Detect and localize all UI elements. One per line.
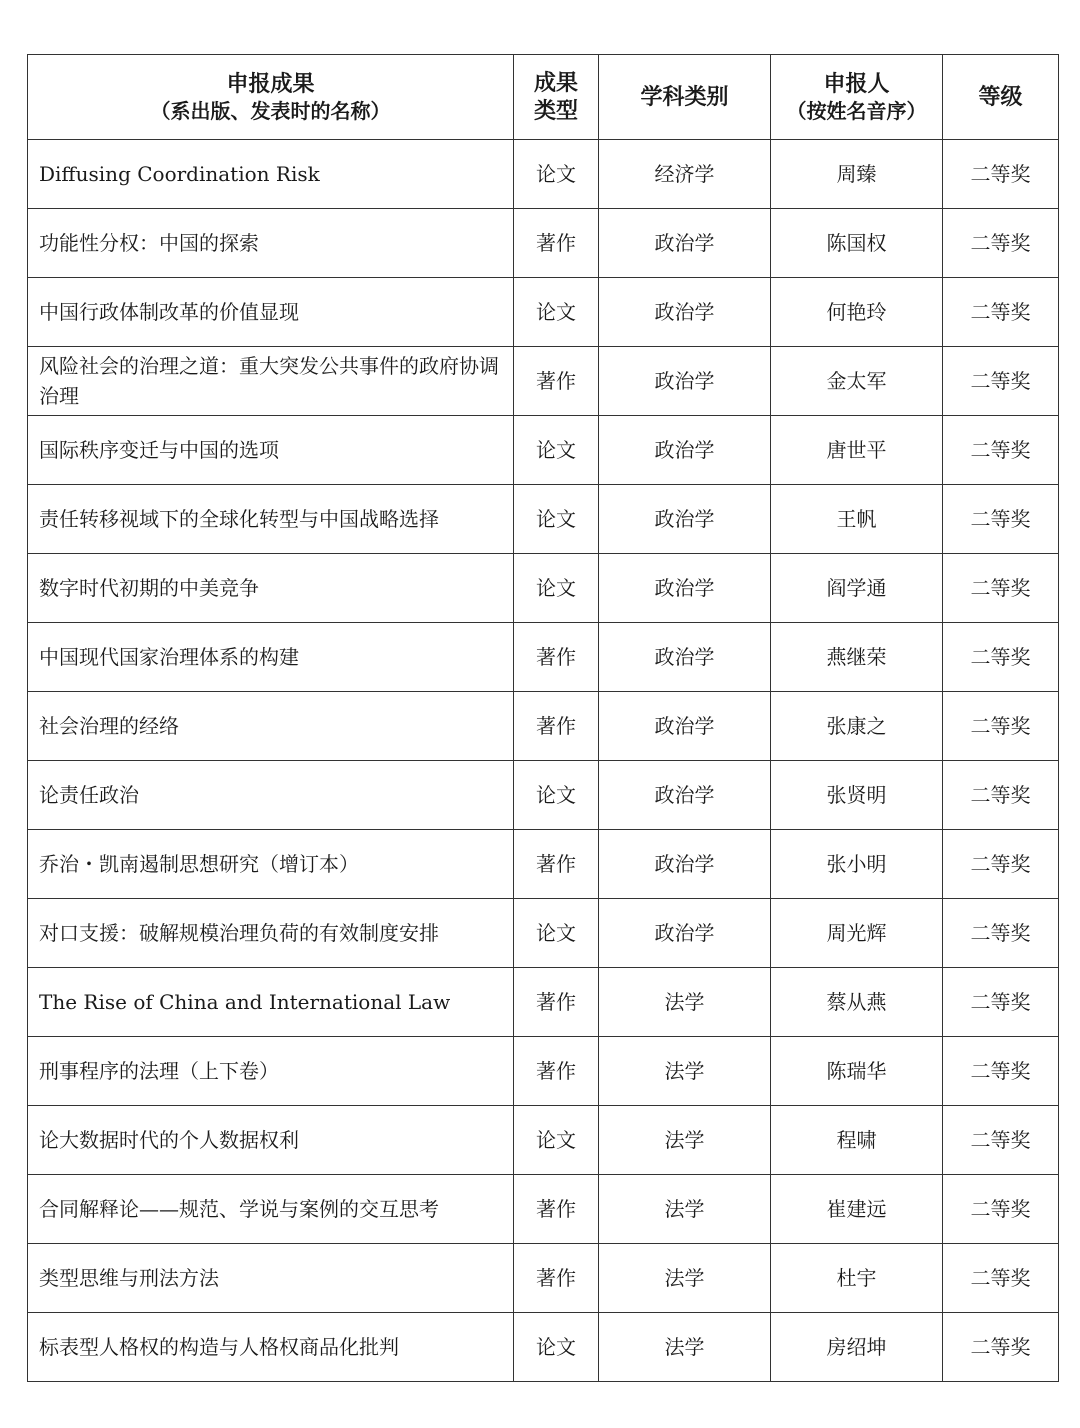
cell-grade: 二等奖 <box>943 968 1059 1037</box>
cell-discipline: 政治学 <box>599 209 771 278</box>
table-row <box>28 554 1059 623</box>
cell-grade: 二等奖 <box>943 554 1059 623</box>
cell-applicant: 蔡从燕 <box>771 968 943 1037</box>
cell-title: 合同解释论——规范、学说与案例的交互思考 <box>28 1175 514 1244</box>
cell-discipline: 政治学 <box>599 830 771 899</box>
cell-type: 著作 <box>514 1175 599 1244</box>
cell-grade: 二等奖 <box>943 1037 1059 1106</box>
header-applicant <box>771 55 943 140</box>
cell-applicant: 崔建远 <box>771 1175 943 1244</box>
cell-applicant: 程啸 <box>771 1106 943 1175</box>
cell-grade: 二等奖 <box>943 140 1059 209</box>
cell-type: 著作 <box>514 968 599 1037</box>
cell-type: 著作 <box>514 623 599 692</box>
cell-title: 责任转移视域下的全球化转型与中国战略选择 <box>28 485 514 554</box>
cell-grade: 二等奖 <box>943 1175 1059 1244</box>
cell-title: The Rise of China and International Law <box>28 968 514 1037</box>
cell-grade: 二等奖 <box>943 899 1059 968</box>
table-row <box>28 1313 1059 1382</box>
table-row <box>28 347 1059 416</box>
cell-title: 国际秩序变迁与中国的选项 <box>28 416 514 485</box>
cell-title: 中国行政体制改革的价值显现 <box>28 278 514 347</box>
cell-title: 刑事程序的法理（上下卷） <box>28 1037 514 1106</box>
cell-discipline: 法学 <box>599 1037 771 1106</box>
cell-title: 功能性分权：中国的探索 <box>28 209 514 278</box>
cell-type: 著作 <box>514 1037 599 1106</box>
header-row <box>28 55 1059 140</box>
cell-type: 论文 <box>514 554 599 623</box>
cell-grade: 二等奖 <box>943 1244 1059 1313</box>
cell-discipline: 法学 <box>599 1106 771 1175</box>
table-row <box>28 209 1059 278</box>
cell-grade: 二等奖 <box>943 347 1059 416</box>
cell-discipline: 政治学 <box>599 416 771 485</box>
header-applicant-sub: （按姓名音序） <box>786 99 927 123</box>
cell-type: 著作 <box>514 347 599 416</box>
table-body <box>28 140 1059 1382</box>
table-row <box>28 1244 1059 1313</box>
header-discipline: 学科类别 <box>599 55 771 140</box>
cell-applicant: 杜宇 <box>771 1244 943 1313</box>
cell-title: 乔治・凯南遏制思想研究（增订本） <box>28 830 514 899</box>
table-row <box>28 692 1059 761</box>
cell-discipline: 法学 <box>599 1313 771 1382</box>
table-header <box>28 55 1059 140</box>
cell-discipline: 政治学 <box>599 899 771 968</box>
cell-applicant: 张贤明 <box>771 761 943 830</box>
header-type-line1: 成果 <box>533 70 578 96</box>
cell-applicant: 陈国权 <box>771 209 943 278</box>
cell-type: 论文 <box>514 761 599 830</box>
cell-applicant: 陈瑞华 <box>771 1037 943 1106</box>
table-row <box>28 623 1059 692</box>
cell-discipline: 政治学 <box>599 692 771 761</box>
cell-type: 著作 <box>514 692 599 761</box>
cell-applicant: 何艳玲 <box>771 278 943 347</box>
cell-discipline: 政治学 <box>599 623 771 692</box>
cell-type: 论文 <box>514 1106 599 1175</box>
cell-discipline: 法学 <box>599 1175 771 1244</box>
header-type <box>514 55 599 140</box>
table-row <box>28 968 1059 1037</box>
header-applicant-main: 申报人 <box>823 71 890 97</box>
cell-title: 对口支援：破解规模治理负荷的有效制度安排 <box>28 899 514 968</box>
cell-grade: 二等奖 <box>943 485 1059 554</box>
cell-grade: 二等奖 <box>943 1106 1059 1175</box>
header-title-sub: （系出版、发表时的名称） <box>150 99 391 123</box>
cell-type: 著作 <box>514 1244 599 1313</box>
cell-type: 论文 <box>514 899 599 968</box>
cell-title: 社会治理的经络 <box>28 692 514 761</box>
table-row <box>28 1106 1059 1175</box>
cell-applicant: 张康之 <box>771 692 943 761</box>
cell-applicant: 金太军 <box>771 347 943 416</box>
cell-applicant: 阎学通 <box>771 554 943 623</box>
cell-type: 论文 <box>514 140 599 209</box>
cell-grade: 二等奖 <box>943 623 1059 692</box>
cell-grade: 二等奖 <box>943 209 1059 278</box>
cell-type: 论文 <box>514 416 599 485</box>
header-title-main: 申报成果 <box>226 71 315 97</box>
cell-grade: 二等奖 <box>943 1313 1059 1382</box>
cell-applicant: 周臻 <box>771 140 943 209</box>
cell-applicant: 房绍坤 <box>771 1313 943 1382</box>
cell-discipline: 经济学 <box>599 140 771 209</box>
header-title <box>28 55 514 140</box>
table-row <box>28 830 1059 899</box>
cell-type: 论文 <box>514 485 599 554</box>
cell-grade: 二等奖 <box>943 692 1059 761</box>
table-row <box>28 278 1059 347</box>
cell-title: 风险社会的治理之道：重大突发公共事件的政府协调治理 <box>28 347 514 416</box>
table-row <box>28 416 1059 485</box>
cell-type: 论文 <box>514 278 599 347</box>
cell-title: 论大数据时代的个人数据权利 <box>28 1106 514 1175</box>
cell-title: Diffusing Coordination Risk <box>28 140 514 209</box>
table-row <box>28 761 1059 830</box>
header-type-line2: 类型 <box>533 98 578 124</box>
table-row <box>28 485 1059 554</box>
cell-grade: 二等奖 <box>943 830 1059 899</box>
cell-title: 标表型人格权的构造与人格权商品化批判 <box>28 1313 514 1382</box>
cell-discipline: 法学 <box>599 1244 771 1313</box>
table-row <box>28 1175 1059 1244</box>
cell-title: 类型思维与刑法方法 <box>28 1244 514 1313</box>
cell-applicant: 张小明 <box>771 830 943 899</box>
cell-discipline: 政治学 <box>599 485 771 554</box>
cell-type: 著作 <box>514 830 599 899</box>
table-row <box>28 140 1059 209</box>
table-row <box>28 1037 1059 1106</box>
cell-title: 论责任政治 <box>28 761 514 830</box>
cell-applicant: 燕继荣 <box>771 623 943 692</box>
cell-discipline: 政治学 <box>599 554 771 623</box>
cell-grade: 二等奖 <box>943 278 1059 347</box>
awards-table <box>27 54 1059 1382</box>
header-grade: 等级 <box>943 55 1059 140</box>
cell-applicant: 周光辉 <box>771 899 943 968</box>
cell-discipline: 政治学 <box>599 761 771 830</box>
cell-type: 论文 <box>514 1313 599 1382</box>
table-row <box>28 899 1059 968</box>
cell-discipline: 法学 <box>599 968 771 1037</box>
cell-discipline: 政治学 <box>599 278 771 347</box>
cell-title: 中国现代国家治理体系的构建 <box>28 623 514 692</box>
cell-grade: 二等奖 <box>943 761 1059 830</box>
cell-type: 著作 <box>514 209 599 278</box>
cell-applicant: 王帆 <box>771 485 943 554</box>
cell-applicant: 唐世平 <box>771 416 943 485</box>
cell-discipline: 政治学 <box>599 347 771 416</box>
cell-title: 数字时代初期的中美竞争 <box>28 554 514 623</box>
cell-grade: 二等奖 <box>943 416 1059 485</box>
